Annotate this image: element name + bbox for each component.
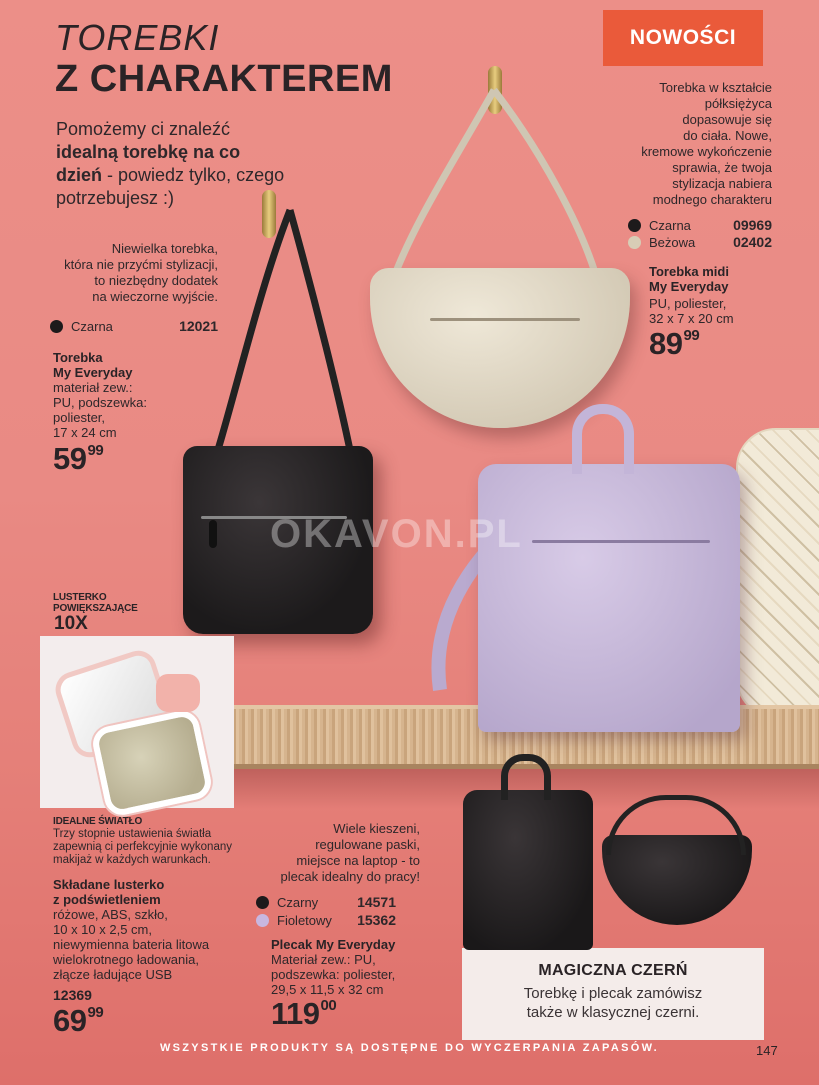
price-main: 59 [53,441,87,476]
name-line: Torebka [53,350,103,365]
desc-line: Niewielka torebka, [111,241,218,256]
price-cents: 99 [87,442,104,459]
text-line: Torebkę i plecak zamówisz [523,985,703,1002]
black-bag-price [53,441,103,477]
mirror-specs [53,907,209,982]
name-line: z podświetleniem [53,892,161,907]
desc-line: która nie przyćmi stylizacji, [64,257,218,272]
price-main: 119 [271,996,320,1031]
backpack-specs [271,952,395,997]
desc-line: makijaż w każdych warunkach. [53,854,211,866]
backpack-color-lilac [256,912,396,928]
desc-line: Trzy stopnie ustawienia światła [53,828,212,840]
spec-line: podszewka: poliester, [271,967,396,982]
backpack-handle [572,404,634,474]
desc-line: regulowane paski, [315,837,420,852]
price-main: 89 [649,326,683,361]
desc-line: modnego charakteru [652,192,772,207]
color-swatch-black [628,219,641,232]
beige-bag-color-beige [628,234,772,250]
product-code: 09969 [733,217,772,233]
intro-part-c: - powiedz tylko, czego potrzebujesz :) [56,165,285,208]
spec-line: Materiał zew.: PU, [271,952,376,967]
mirror-magnification: 10X [54,613,88,634]
beige-bag-price [649,326,699,362]
color-name: Czarny [277,894,319,910]
zipper [532,540,710,543]
black-bag-color-black [50,318,218,334]
backpack-name: Plecak My Everyday [271,937,396,952]
spec-line: 29,5 x 11,5 x 32 cm [271,982,384,997]
product-code: 14571 [357,894,396,910]
product-code: 12021 [179,318,218,334]
spec-line: 10 x 10 x 2,5 cm, [53,922,152,937]
desc-line: Torebka w kształcie [659,80,772,95]
text-line: także w klasycznej czerni. [526,1004,700,1021]
product-code: 02402 [733,234,772,250]
price-main: 69 [53,1003,87,1038]
color-name: Czarna [71,318,113,334]
intro-part-a: Pomożemy ci znaleźć [56,119,231,139]
beige-bag-specs [649,296,734,326]
watermark: OKAVON.PL [270,512,523,556]
color-swatch-beige [628,236,641,249]
desc-line: zapewnią ci perfekcyjnie wykonany [53,841,232,853]
intro-text [56,118,286,210]
desc-line: miejsce na laptop - to [296,853,420,868]
black-bag-specs [53,380,147,440]
mirror-charger-image [156,674,200,712]
name-line: Torebka midi [649,264,729,279]
spec-line: PU, podszewka: [53,395,147,410]
spec-line: 17 x 24 cm [53,425,117,440]
price-cents: 99 [683,327,700,344]
spec-line: materiał zew.: [53,380,133,395]
black-backpack-image [463,790,593,950]
mirror-product-code: 12369 [53,987,92,1003]
label-line: LUSTERKO [53,592,107,603]
beige-bag-name [649,264,729,294]
desc-line: na wieczorne wyjście. [92,289,218,304]
desc-line: Wiele kieszeni, [333,821,420,836]
mirror-name [53,877,164,907]
desc-line: stylizacja nabiera [672,176,772,191]
desc-line: kremowe wykończenie [641,144,772,159]
product-code: 15362 [357,912,396,928]
color-swatch-black [50,320,63,333]
spec-line: niewymienna bateria litowa [53,937,210,952]
spec-line: różowe, ABS, szkło, [53,907,168,922]
intro-part-bold: idealną torebkę na co dzień [56,142,241,185]
magic-black-title: MAGICZNA CZERŃ [538,962,688,979]
desc-line: plecak idealny do pracy! [280,869,420,884]
backpack-description [250,821,420,885]
color-swatch-black [256,896,269,909]
price-cents: 99 [87,1004,104,1021]
price-cents: 00 [320,997,337,1014]
color-name: Beżowa [649,234,696,250]
mirror-light-label: IDEALNE ŚWIATŁO [53,816,143,827]
zipper [430,318,580,321]
black-bag-name [53,350,133,380]
color-name: Fioletowy [277,912,332,928]
spec-line: PU, poliester, [649,296,727,311]
backpack-color-black [256,894,396,910]
color-name: Czarna [649,217,691,233]
desc-line: półksiężyca [704,96,772,111]
name-line: Składane lusterko [53,877,165,892]
page-number: 147 [756,1043,778,1058]
beige-bag-strap-right [494,90,600,290]
spec-line: poliester, [53,410,106,425]
backpack-price [271,996,336,1032]
name-line: My Everyday [649,279,729,294]
magic-black-text [462,984,764,1022]
beige-bag-color-black [628,217,772,233]
new-badge: NOWOŚCI [603,10,763,66]
zipper-pull [209,520,217,548]
mirror-magnify-label [53,592,138,614]
label-line: POWIĘKSZAJĄCE [53,603,138,614]
spec-line: złącze ładujące USB [53,967,173,982]
page-title-line2: Z CHARAKTEREM [55,58,393,100]
spec-line: wielokrotnego ładowania, [53,952,199,967]
black-bag-description [30,241,218,305]
mirror-light-description [53,828,243,867]
availability-footer: WSZYSTKIE PRODUKTY SĄ DOSTĘPNE DO WYCZERPANIA ZAPASÓW. [159,1042,660,1054]
desc-line: sprawia, że twoja [672,160,772,175]
page-title-line1: TOREBKI [55,17,220,58]
mirror-price [53,1003,103,1039]
black-bag-strap-right [290,210,352,460]
desc-line: dopasowuje się [682,112,772,127]
desc-line: do ciała. Nowe, [683,128,772,143]
beige-bag-strap-left [392,90,494,282]
beige-bag-description [600,80,772,208]
name-line: My Everyday [53,365,133,380]
color-swatch-lilac [256,914,269,927]
desc-line: to niezbędny dodatek [94,273,218,288]
spec-line: 32 x 7 x 20 cm [649,311,734,326]
backpack-handle [501,754,551,800]
lilac-backpack-image [478,464,740,732]
